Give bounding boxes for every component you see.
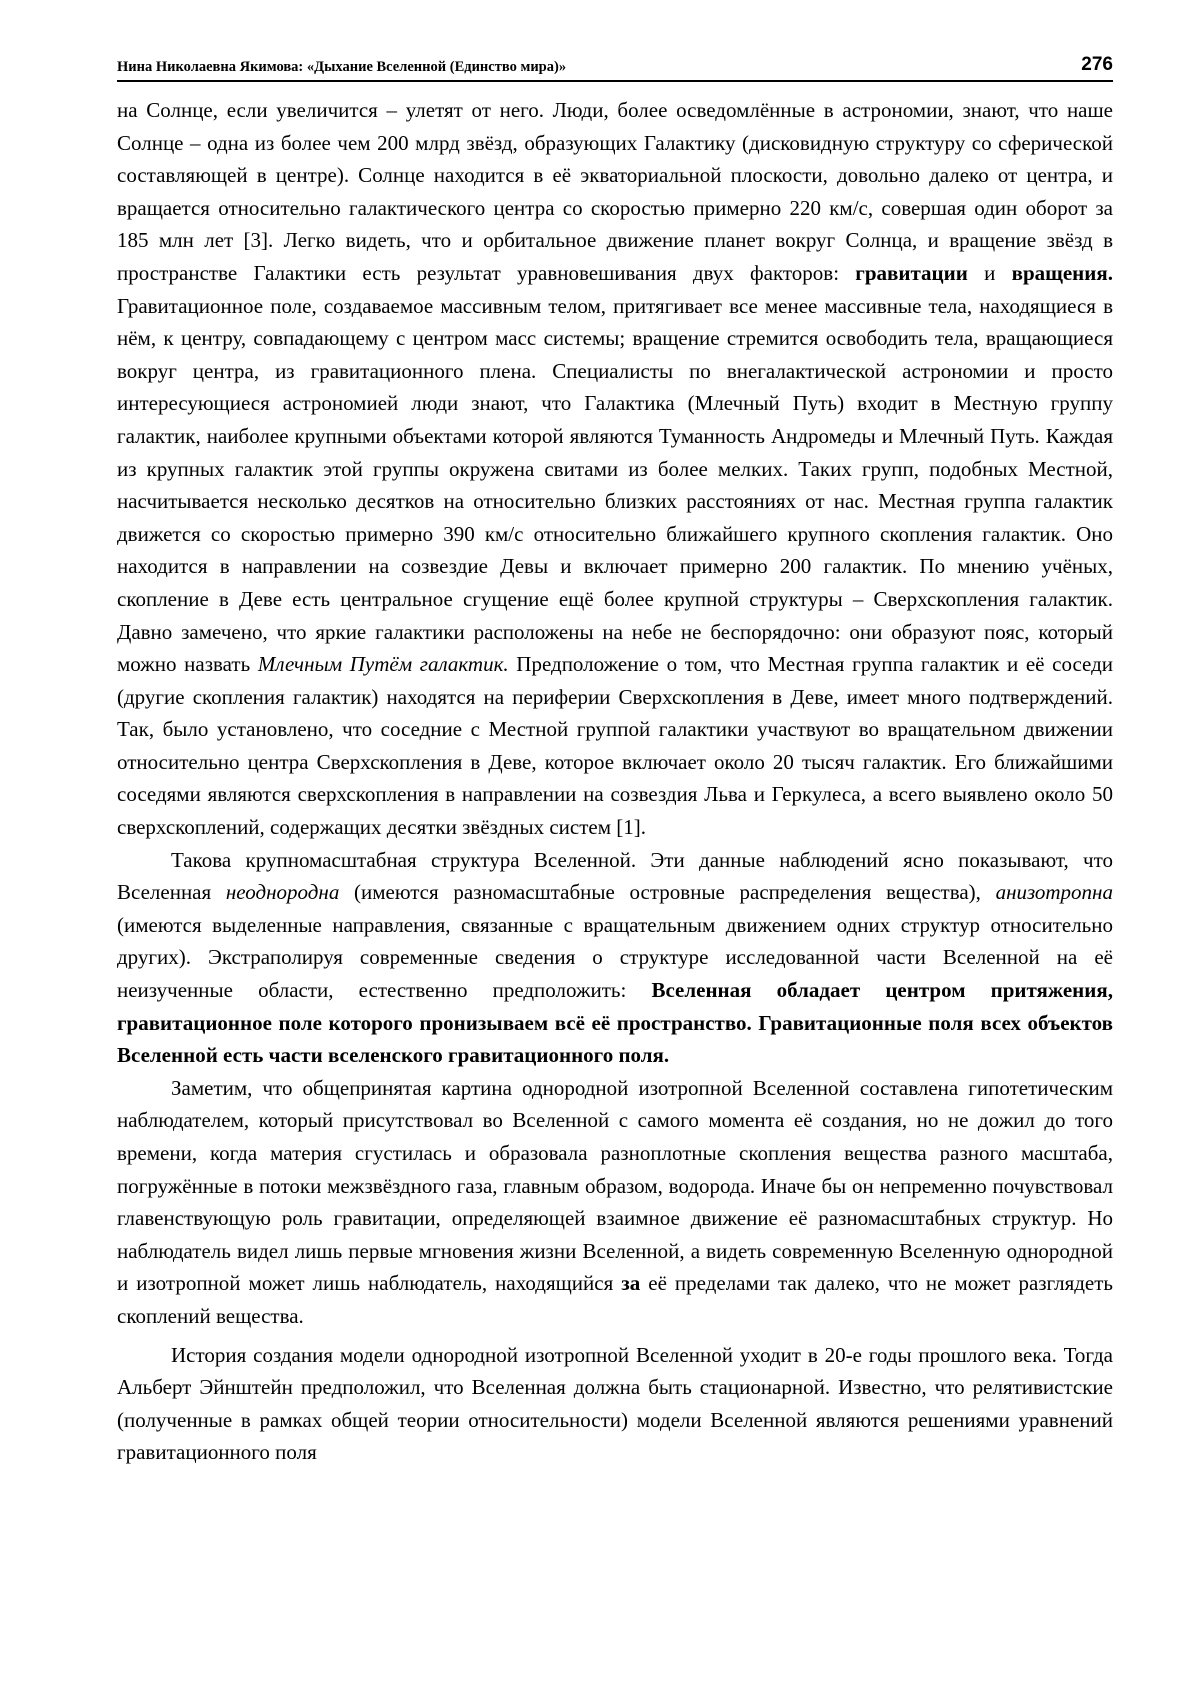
running-title: Нина Николаевна Якимова: «Дыхание Вселенной (Единство мира)» <box>117 59 567 75</box>
bold-statement: Вселенная обладает центром притяжения, гравитационное поле которого пронизываем всё её пространство. Гравитационные поля всех объектов Вселенной есть части вселенского гравитационного поля. <box>117 978 1113 1068</box>
text-run: Гравитационное поле, создаваемое массивным телом, притягивает все менее массивные тела, находящиеся в нём, к центру, совпадающему с центром масс системы; вращение стремится освободить тела, вращающиеся вокруг центра, из гравитационного плена. Специалисты по внегалактической астрономии и просто интересующиеся астрономией люди знают, что Галактика (Млечный Путь) входит в Местную группу галактик, наиболее крупными объектами которой являются Туманность Андромеды и Млечный Путь. Каждая из крупных галактик этой группы окружена свитами из более мелких. Таких групп, подобных Местной, насчитывается несколько десятков на относительно близких расстояниях от нас. Местная группа галактик движется со скоростью примерно 390 км/с относительно ближайшего крупного скопления галактик. Оно находится в направлении на созвездие Девы и включает примерно 200 галактик. По мнению учёных, скопление в Деве есть центральное сгущение ещё более крупной структуры – Сверхскопления галактик. Давно замечено, что яркие галактики расположены на небе не беспорядочно: они образуют пояс, который можно назвать <box>117 293 1113 677</box>
bold-word: за <box>621 1271 641 1296</box>
text-run: Предположение о том, что Местная группа галактик и её соседи (другие скопления галактик) находятся на периферии Сверхскопления в Деве, имеет много подтверждений. Так, было установлено, что соседние с Местной группой галактики участвуют во вращательном движении относительно центра Сверхскопления в Деве, которое включает около 20 тысяч галактик. Его ближайшими соседями являются сверхскопления в направлении на созвездия Льва и Геркулеса, а всего выявлено около 50 сверхскоплений, содержащих десятки звёздных систем [1]. <box>117 652 1114 840</box>
text-run: Такова крупномасштабная структура Вселенной. Эти данные наблюдений ясно показывают, что Вселенная <box>117 847 1113 905</box>
text-run: (имеются разномасштабные островные распределения вещества), <box>339 880 996 905</box>
bold-term-gravitation: гравитации <box>855 260 968 285</box>
page-header <box>117 54 1113 82</box>
paragraph <box>117 94 1113 844</box>
text-run: Заметим, что общепринятая картина однородной изотропной Вселенной составлена гипотетическим наблюдателем, который присутствовал во Вселенной с самого момента её создания, но не дожил до того времени, когда материя сгустилась и образовала разноплотные скопления вещества разного масштаба, погружённые в потоки межзвёздного газа, главным образом, водорода. Иначе бы он непременно почувствовал главенствующую роль гравитации, определяющей взаимное движение её разномасштабных структур. Но наблюдатель видел лишь первые мгновения жизни Вселенной, а видеть современную Вселенную однородной и изотропной может лишь наблюдатель, находящийся <box>117 1075 1113 1296</box>
text-run: (имеются выделенные направления, связанные с вращательным движением одних структур относительно других). Экстраполируя современные сведения о структуре исследованной части Вселенной на её неизученные области, естественно предположить: <box>117 912 1113 1003</box>
paragraph <box>117 844 1113 1072</box>
italic-term: неоднородна <box>225 880 340 905</box>
body-text <box>117 94 1113 1469</box>
paragraph <box>117 1339 1113 1469</box>
text-run: История создания модели однородной изотропной Вселенной уходит в 20-е годы прошлого века. Тогда Альберт Эйнштейн предположил, что Вселенная должна быть стационарной. Известно, что релятивистские (полученные в рамках общей теории относительности) модели Вселенной являются решениями уравнений гравитационного поля <box>117 1342 1113 1465</box>
text-run: и <box>967 260 1012 285</box>
italic-term: анизотропна <box>995 880 1113 905</box>
paragraph <box>117 1072 1113 1333</box>
italic-term: Млечным Путём галактик. <box>257 652 509 677</box>
text-run: на Солнце, если увеличится – улетят от него. Люди, более осведомлённые в астрономии, знают, что наше Солнце – одна из более чем 200 млрд звёзд, образующих Галактику (дисковидную структуру со сферической составляющей в центре). Солнце находится в её экваториальной плоскости, довольно далеко от центра, и вращается относительно галактического центра со скоростью примерно 220 км/с, совершая один оборот за 185 млн лет [3]. Легко видеть, что и орбитальное движение планет вокруг Солнца, и вращение звёзд в пространстве Галактики есть результат уравновешивания двух факторов: <box>117 98 1113 285</box>
bold-term-rotation: вращения. <box>1011 260 1113 285</box>
page-number: 276 <box>1081 54 1113 75</box>
text-run: её пределами так далеко, что не может разглядеть скоплений вещества. <box>117 1271 1114 1328</box>
